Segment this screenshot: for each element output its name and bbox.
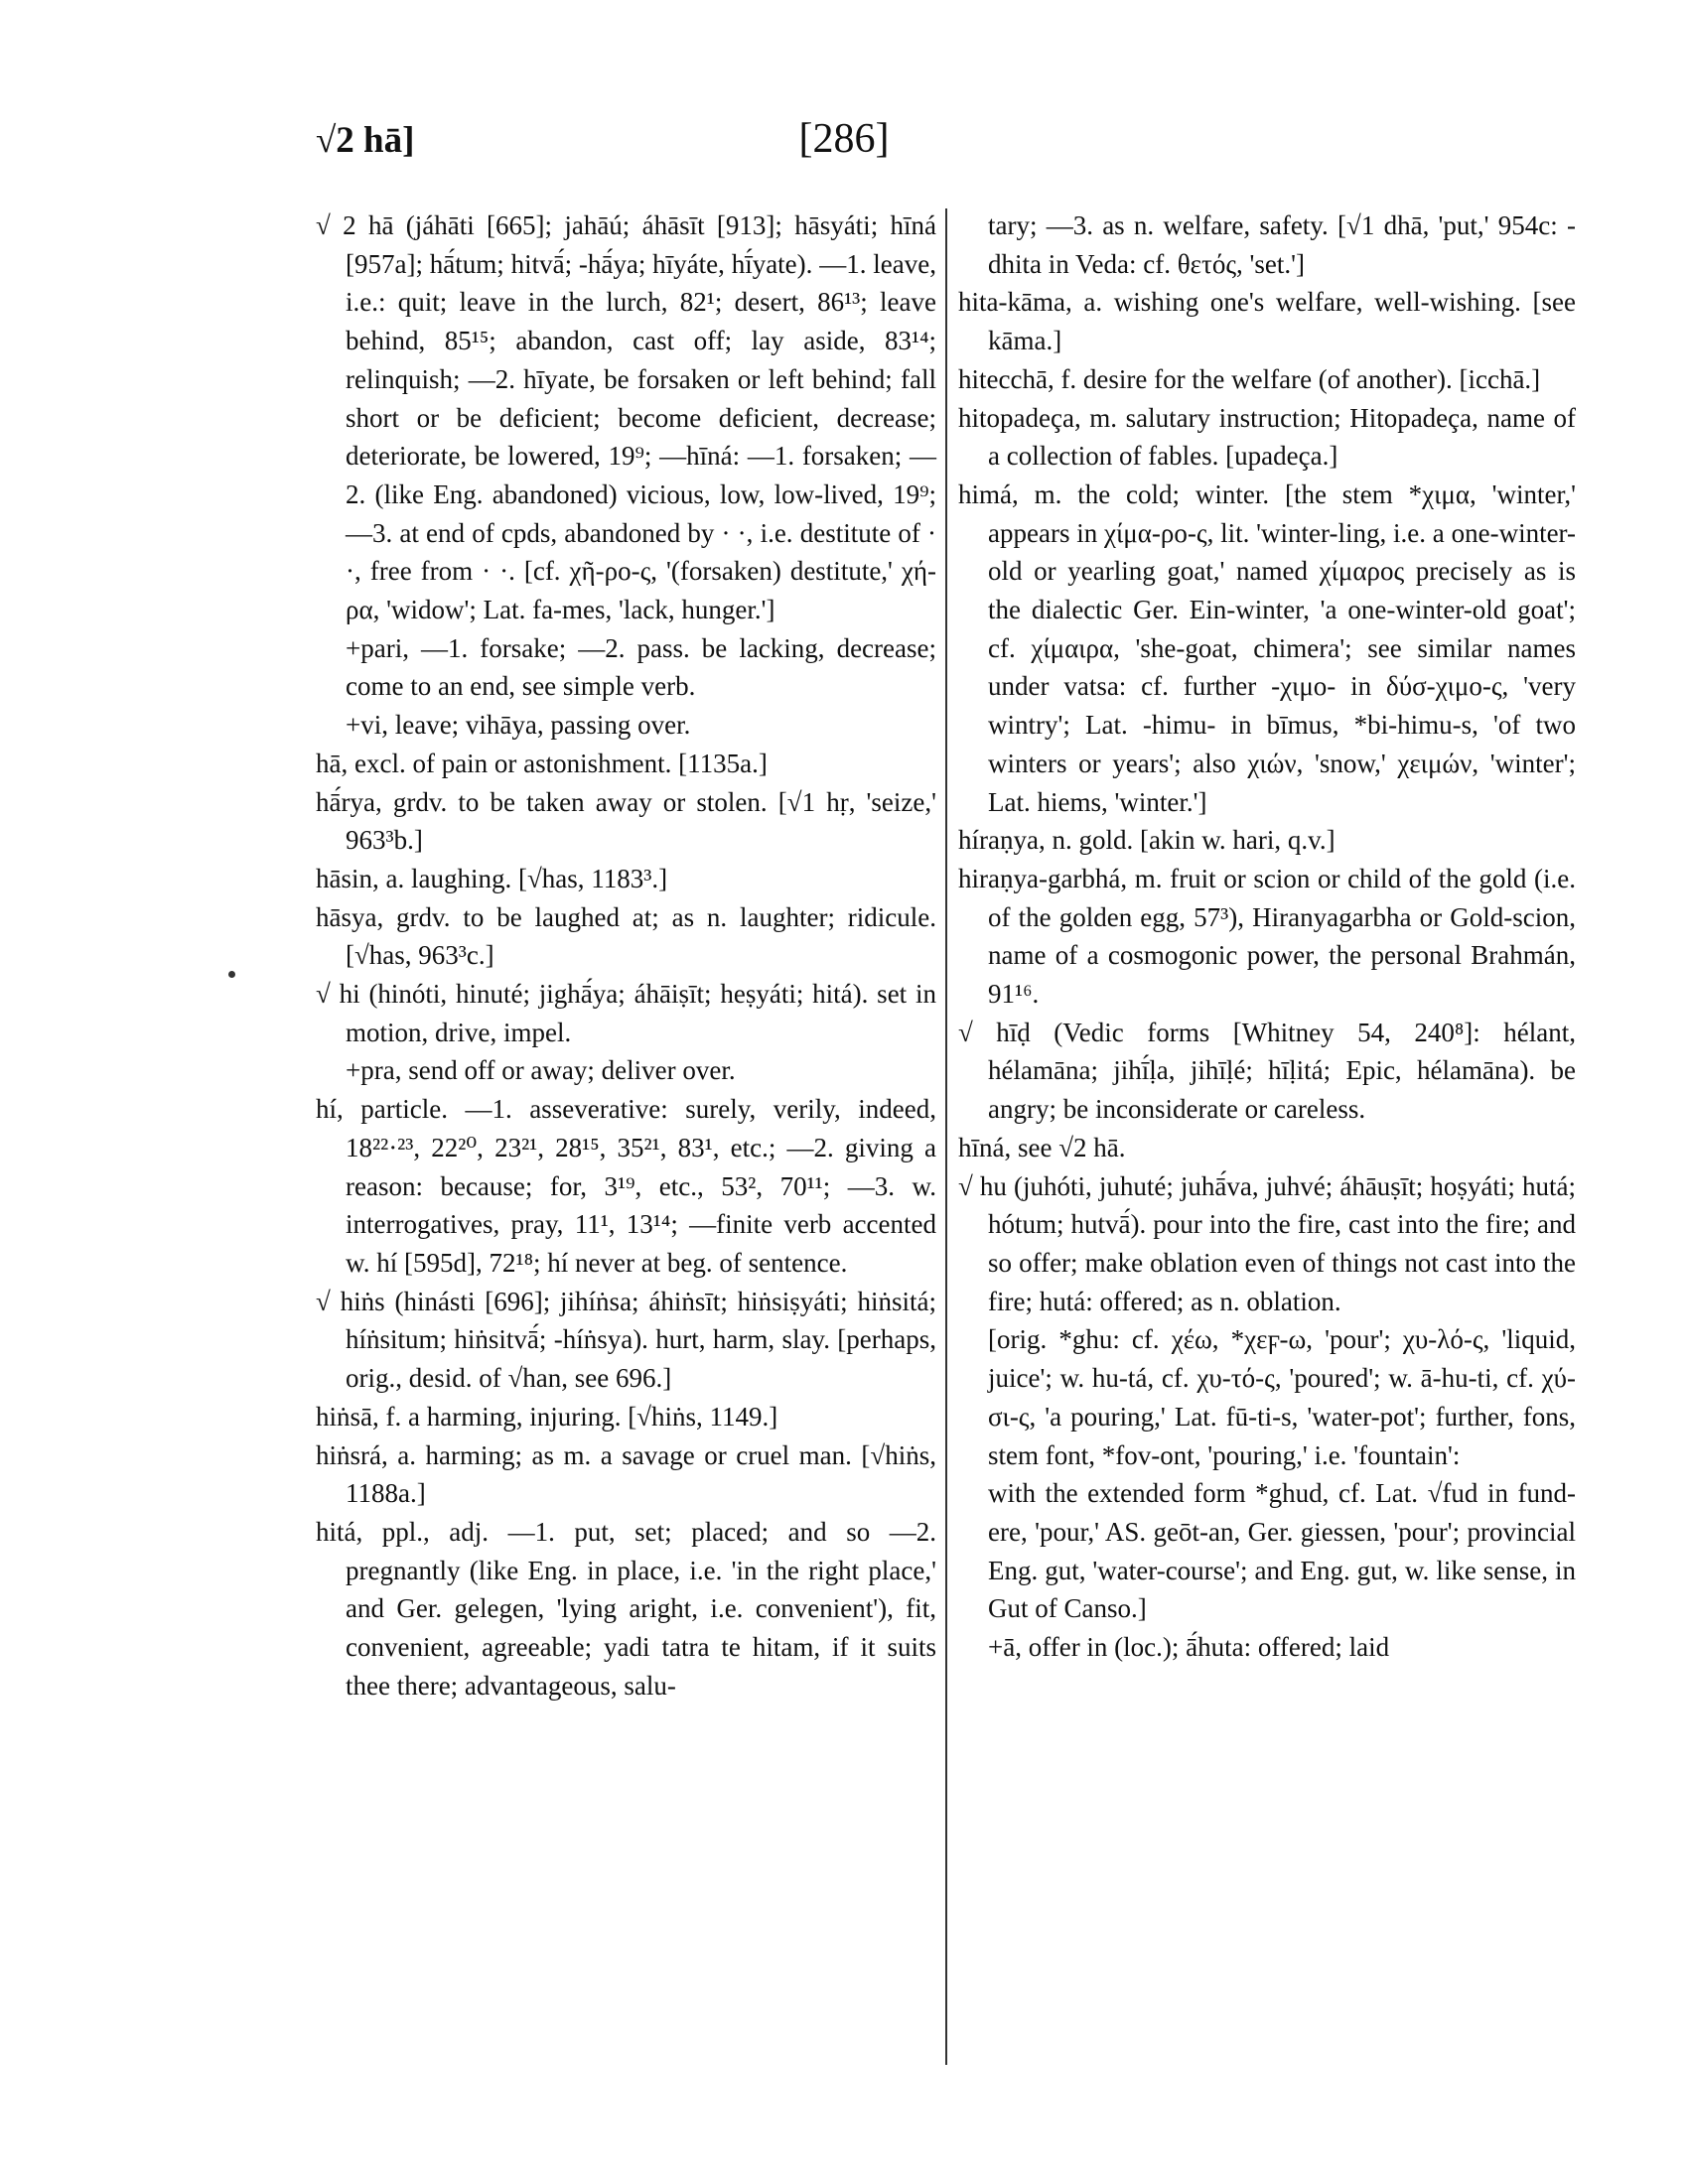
entry-continuation: [orig. *ghu: cf. χέω, *χεϝ-ω, 'pour'; χυ-λό-ς, 'liquid, juice'; w. hu-tá, cf. χυ-τό-ς, 'poured'; w. ā-hu-ti, cf. χύ-σι-ς, 'a pouring,' Lat. fū-ti-s, 'water-pot'; further, fons, stem font, *fov-ont, 'pouring,' i.e. 'fountain': [988, 1324, 1576, 1470]
dictionary-entry: hitá, ppl., adj. —1. put, set; placed; and so —2. pregnantly (like Eng. in place, i.e. 'in the right place,' and Ger. gelegen, 'lying aright, i.e. convenient'), fit, convenient, agreeable; yadi tatra te hitam, if it suits thee there; advantageous, salu- [316, 1516, 936, 1701]
dictionary-entry: hāsya, grdv. to be laughed at; as n. laughter; ridicule. [√has, 963³c.] [316, 901, 936, 971]
entry-continuation: +pra, send off or away; deliver over. [346, 1055, 736, 1086]
entry-continuation: +ā, offer in (loc.); ā́huta: offered; laid [988, 1632, 1390, 1663]
dictionary-entry: hā, excl. of pain or astonishment. [1135a.] [316, 748, 768, 778]
dictionary-entry: √ 2 hā (jáhāti [665]; jahāú; áhāsīt [913]; hāsyáti; hīná [957a]; hā́tum; hitvā́; -hā́ya; hīyáte, hī́yate). —1. leave, i.e.: quit; leave in the lurch, 82¹; desert, 86¹³; leave behind, 85¹⁵; abandon, cast off; lay aside, 83¹⁴; relinquish; —2. hīyate, be forsaken or left behind; fall short or be deficient; become deficient, decrease; deteriorate, be lowered, 19⁹; —hīná: —1. forsaken; —2. (like Eng. abandoned) vicious, low, low-lived, 19⁹; —3. at end of cpds, abandoned by · ·, i.e. destitute of · ·, free from · ·. [cf. χῆ-ρο-ς, '(forsaken) destitute,' χή-ρα, 'widow'; Lat. fa-mes, 'lack, hunger.'] [316, 210, 936, 625]
dictionary-entry: √ hiṅs (hinásti [696]; jihíṅsa; áhiṅsīt; hiṅsiṣyáti; hiṅsitá; híṅsitum; hiṅsitvā́; -híṅsya). hurt, harm, slay. [perhaps, orig., desid. of √han, see 696.] [316, 1286, 936, 1394]
entry-continuation: +vi, leave; vihāya, passing over. [346, 710, 691, 741]
dictionary-entry: hāsin, a. laughing. [√has, 1183³.] [316, 863, 668, 893]
dictionary-entry: hita-kāma, a. wishing one's welfare, well-wishing. [see kāma.] [958, 287, 1576, 356]
page-number: [286] [798, 116, 890, 162]
dictionary-entry: hitecchā, f. desire for the welfare (of another). [icchā.] [958, 363, 1541, 394]
dictionary-entry: hiraṇya-garbhá, m. fruit or scion or child of the gold (i.e. of the golden egg, 57³), Hiranyagarbha or Gold-scion, name of a cosmogonic power, the personal Brahmán, 91¹⁶. [958, 863, 1576, 1010]
dictionary-entry: hā́rya, grdv. to be taken away or stolen. [√1 hṛ, 'seize,' 963³b.] [316, 786, 936, 856]
entry-continuation: +pari, —1. forsake; —2. pass. be lacking, decrease; come to an end, see simple verb. [346, 632, 936, 702]
stray-mark [228, 971, 235, 978]
dictionary-entry: hīná, see √2 hā. [958, 1132, 1126, 1162]
entry-continuation: tary; —3. as n. welfare, safety. [√1 dhā, 'put,' 954c: -dhita in Veda: cf. θετός, 'set.'] [988, 210, 1576, 279]
dictionary-entry: hí, particle. —1. asseverative: surely, verily, indeed, 18²²·²³, 22²⁰, 23²¹, 28¹⁵, 35²¹, 83¹, etc.; —2. giving a reason: because; for, 3¹⁹, etc., 53², 70¹¹; —3. w. interrogatives, pray, 11¹, 13¹⁴; —finite verb accented w. hí [595d], 72¹⁸; hí never at beg. of sentence. [316, 1094, 936, 1278]
running-head: √2 hā] [316, 120, 415, 161]
right-column [958, 206, 1576, 1667]
entry-continuation: with the extended form *ghud, cf. Lat. √fud in fund-ere, 'pour,' AS. geōt-an, Ger. giessen, 'pour'; provincial Eng. gut, 'water-course'; and Eng. gut, w. like sense, in Gut of Canso.] [988, 1478, 1576, 1624]
dictionary-entry: √ hu (juhóti, juhuté; juhā́va, juhvé; áhāuṣīt; hoṣyáti; hutá; hótum; hutvā́). pour into the fire, cast into the fire; and so offer; make oblation even of things not cast into the fire; hutá: offered; as n. oblation. [958, 1170, 1576, 1316]
dictionary-entry: hiṅsā, f. a harming, injuring. [√hiṅs, 1149.] [316, 1401, 778, 1432]
dictionary-entry: híraṇya, n. gold. [akin w. hari, q.v.] [958, 825, 1336, 856]
dictionary-entry: √ hi (hinóti, hinuté; jighā́ya; áhāiṣīt; heṣyáti; hitá). set in motion, drive, impel. [316, 979, 936, 1047]
dictionary-entry: hitopadeça, m. salutary instruction; Hitopadeça, name of a collection of fables. [upadeça.] [958, 402, 1576, 472]
column-divider [945, 208, 947, 2065]
left-column [316, 206, 936, 1705]
dictionary-entry: himá, m. the cold; winter. [the stem *χιμα, 'winter,' appears in χίμα-ρο-ς, lit. 'winter-ling, i.e. a one-winter-old or yearling goat,' named χίμαρος precisely as is the dialectic Ger. Ein-winter, 'a one-winter-old goat'; cf. χίμαιρα, 'she-goat, chimera'; see similar names under vatsa: cf. further -χιμο- in δύσ-χιμο-ς, 'very wintry'; Lat. -himu- in bīmus, *bi-himu-s, 'of two winters or years'; also χιών, 'snow,' χειμών, 'winter'; Lat. hiems, 'winter.'] [958, 478, 1576, 817]
dictionary-entry: √ hīḍ (Vedic forms [Whitney 54, 240⁸]: hélant, hélamāna; jihī́ḷa, jihīḷé; hīḷitá; Epic, hélamāna). be angry; be inconsiderate or careless. [958, 1017, 1576, 1125]
dictionary-entry: hiṅsrá, a. harming; as m. a savage or cruel man. [√hiṅs, 1188a.] [316, 1439, 936, 1509]
